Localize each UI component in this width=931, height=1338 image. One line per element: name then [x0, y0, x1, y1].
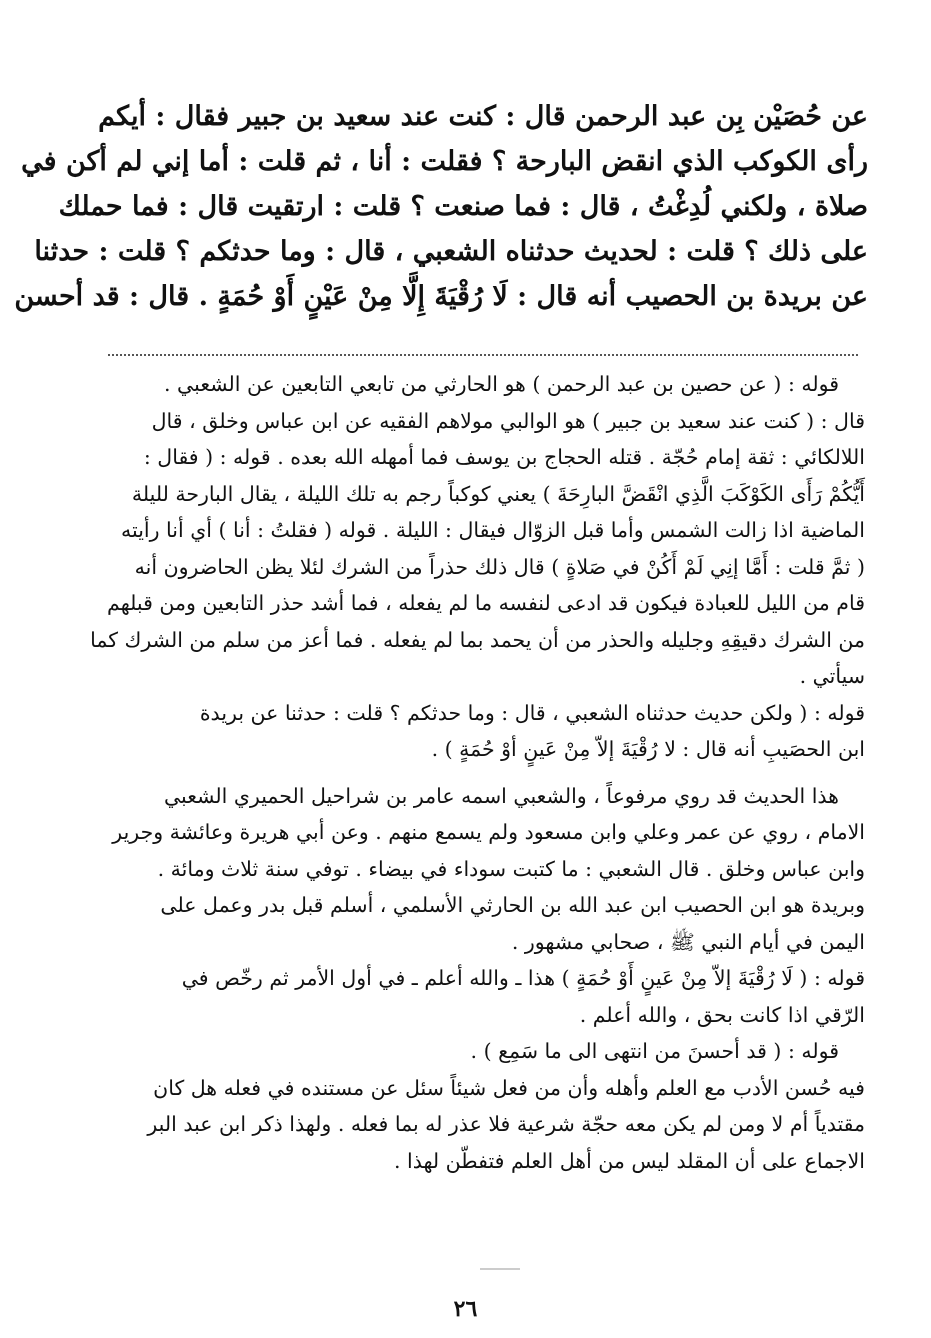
- print-smudge: [480, 1268, 520, 1270]
- main-line: صلاة ، ولكني لُدِغْتُ ، قال : فما صنعت ؟ قلت : ارتقيت قال : فما حملك: [58, 191, 868, 222]
- commentary-line: ابن الحصَيبِ أنه قال : لا رُقْيَةَ إلاّ مِنْ عَينٍ أوْ حُمَةٍ ) .: [431, 737, 865, 761]
- commentary: [90, 366, 865, 1179]
- commentary-line: هذا الحديث قد روي مرفوعاً ، والشعبي اسمه عامر بن شراحيل الحميري الشعبي: [163, 783, 839, 808]
- commentary-line: أَيُّكُمْ رَأَى الكَوْكَبَ الَّذِي انْقَضَّ البارِحَةَ ) يعني كوكباً رجم به تلك الليلة ، يقال البارحة لليلة: [131, 481, 865, 506]
- commentary-line: قال : ( كنت عند سعيد بن جبير ) هو الوالبي مولاهم الفقيه عن ابن عباس وخلق ، قال: [151, 408, 865, 433]
- main-line: عن بريدة بن الحصيب أنه قال : لَا رُقْيَةَ إِلَّا مِنْ عَيْنٍ أَوْ حُمَةٍ . قال : قد أحسن: [14, 281, 868, 312]
- commentary-line: وابن عباس وخلق . قال الشعبي : ما كتبت سوداء في بيضاء . توفي سنة ثلاث ومائة .: [157, 856, 865, 881]
- commentary-line: الرّقي اذا كانت بحق ، والله أعلم .: [579, 1002, 865, 1027]
- commentary-line: قوله : ( ولكن حديث حدثناه الشعبي ، قال : وما حدثكم ؟ قلت : حدثنا عن بريدة: [199, 700, 865, 725]
- main-line: رأى الكوكب الذي انقض البارحة ؟ فقلت : أنا ، ثم قلت : أما إني لم أكن في: [21, 146, 868, 177]
- commentary-line: قام من الليل للعبادة فيكون قد ادعى لنفسه ما لم يفعله ، فما أشد حذر التابعين ومن قبلهم: [107, 591, 865, 615]
- commentary-line: قوله : ( لَا رُقْيَةَ إلاّ مِنْ عَينٍ أَوْ حُمَةٍ ) هذا ـ والله أعلم ـ في أول الأمر ثم رخّص في: [181, 966, 865, 990]
- commentary-line: الماضية اذا زالت الشمس وأما قبل الزوّال فيقال : الليلة . قوله ( فقلتُ : أنا ) أي أنا رأيته: [121, 518, 865, 542]
- commentary-line: قوله : ( قد أحسنَ من انتهى الى ما سَمِع ) .: [470, 1039, 839, 1063]
- dotted-divider: [108, 354, 858, 356]
- commentary-line: مقتدياً أم لا ومن لم يكن معه حجّة شرعية فلا عذر له بما فعله . ولهذا ذكر ابن عبد البر: [147, 1112, 865, 1136]
- commentary-line: قوله : ( عن حصين بن عبد الرحمن ) هو الحارثي من تابعي التابعين عن الشعبي .: [164, 372, 839, 396]
- commentary-line: ( ثمَّ قلت : أَمَّا إنِي لَمْ أَكُنْ في صَلاةٍ ) قال ذلك حذراً من الشرك لئلا يظن الحاضرون أنه: [134, 554, 865, 579]
- commentary-line: اللالكائي : ثقة إمام حُجّة . قتله الحجاج بن يوسف فما أمهله الله بعده . قوله : ( فقال :: [143, 445, 865, 469]
- main-line: على ذلك ؟ قلت : لحديث حدثناه الشعبي ، قال : وما حدثكم ؟ قلت : حدثنا: [34, 236, 868, 267]
- commentary-line: من الشرك دقيقِهِ وجليله والحذر من أن يحمد بما لم يفعله . فما أعز من سلم من الشرك كما: [90, 627, 865, 652]
- commentary-line: الامام ، روي عن عمر وعلي وابن مسعود ولم يسمع منهم . وعن أبي هريرة وعائشة وجرير: [112, 820, 865, 844]
- commentary-line: سيأتي .: [799, 664, 865, 688]
- main-text: [14, 94, 868, 319]
- commentary-line: اليمن في أيام النبي ﷺ ، صحابي مشهور .: [511, 929, 865, 954]
- page-number: ٢٦: [453, 1296, 478, 1322]
- commentary-line: وبريدة هو ابن الحصيب ابن عبد الله بن الحارثي الأسلمي ، أسلم قبل بدر وعمل على: [160, 893, 865, 917]
- commentary-line: الاجماع على أن المقلد ليس من أهل العلم فتفطّن لهذا .: [393, 1148, 865, 1173]
- main-line: عن حُصَيْن بِن عبد الرحمن قال : كنت عند سعيد بن جبير فقال : أيكم: [98, 101, 868, 132]
- commentary-line: فيه حُسن الأدب مع العلم وأهله وأن من فعل شيئاً سئل عن مستنده في فعله هل كان: [153, 1075, 865, 1100]
